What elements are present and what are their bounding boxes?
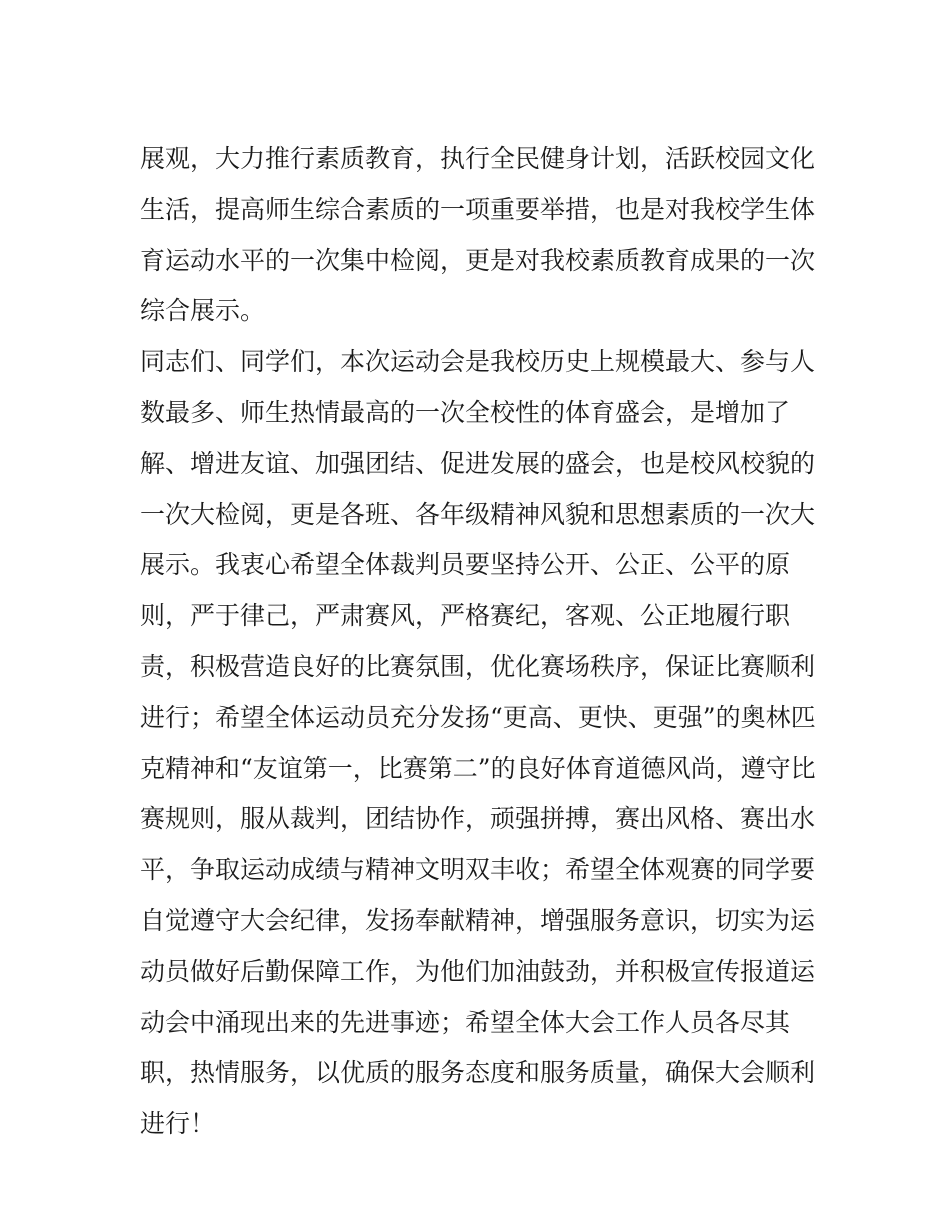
text-line: 一次大检阅，更是各班、各年级精神风貌和思想素质的一次大 [140,499,816,529]
text-line: 展观，大力推行素质教育，执行全民健身计划，活跃校园文化 [140,144,816,173]
text-line: 自觉遵守大会纪律，发扬奉献精神，增强服务意识，切实为运 [140,905,816,935]
text-line: 进行！ [140,1109,216,1139]
text-line: 职，热情服务，以优质的服务态度和服务质量，确保大会顺利 [140,1058,816,1088]
text-line: 同志们、同学们，本次运动会是我校历史上规模最大、参与人 [140,347,816,377]
text-line: 平，争取运动成绩与精神文明双丰收；希望全体观赛的同学要 [140,855,816,885]
text-line: 则，严于律己，严肃赛风，严格赛纪，客观、公正地履行职 [140,601,791,631]
body-text [140,134,820,1150]
text-line: 动会中涌现出来的先进事迹；希望全体大会工作人员各尽其 [140,1007,791,1037]
text-line: 解、增进友谊、加强团结、促进发展的盛会，也是校风校貌的 [140,448,816,478]
text-line: 综合展示。 [140,296,266,326]
text-line: 责，积极营造良好的比赛氛围，优化赛场秩序，保证比赛顺利 [140,651,816,681]
text-line: 赛规则，服从裁判，团结协作，顽强拼搏，赛出风格、赛出水 [140,804,816,834]
text-line: 数最多、师生热情最高的一次全校性的体育盛会，是增加了 [140,397,791,427]
text-line: 生活，提高师生综合素质的一项重要举措，也是对我校学生体 [140,194,816,224]
text-line: 进行；希望全体运动员充分发扬“更高、更快、更强”的奥林匹 [140,702,816,732]
text-line: 育运动水平的一次集中检阅，更是对我校素质教育成果的一次 [140,245,816,275]
text-line: 动员做好后勤保障工作，为他们加油鼓劲，并积极宣传报道运 [140,956,816,986]
text-line: 克精神和“友谊第一，比赛第二”的良好体育道德风尚，遵守比 [140,753,816,783]
text-line: 展示。我衷心希望全体裁判员要坚持公开、公正、公平的原 [140,550,791,580]
